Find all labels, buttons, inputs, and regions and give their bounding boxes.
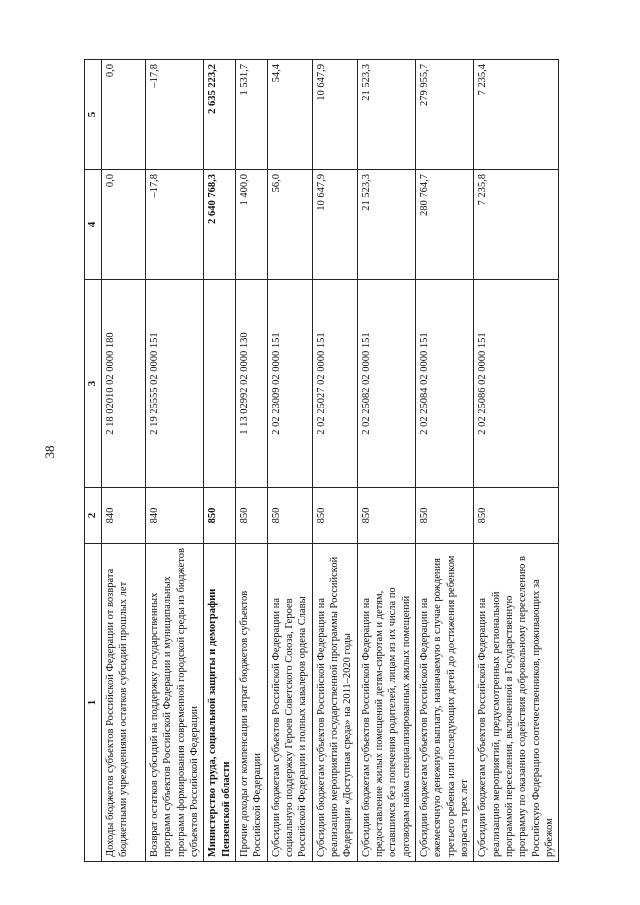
row-value-col4-cell: 7 235,8 — [474, 170, 559, 280]
row-admin-code-cell: 850 — [312, 488, 357, 544]
row-value-col5-cell: –17,8 — [146, 60, 204, 170]
table-row — [312, 60, 357, 862]
row-admin-code-cell: 850 — [235, 488, 267, 544]
table-row — [235, 60, 267, 862]
row-value-col5-cell: 1 531,7 — [235, 60, 267, 170]
row-value-col4-cell: 0,0 — [102, 170, 146, 280]
row-value-col4-cell: 280 764,7 — [415, 170, 473, 280]
table-row — [204, 60, 236, 862]
row-revenue-code-cell: 2 02 25084 02 0000 151 — [415, 280, 473, 488]
row-name-cell: Субсидии бюджетам субъектов Российской Федерации на ежемесячную денежную выплату, назначаемую в случае рождения третьего ребенка или последующих детей до достижения ребенком возраста трех лет — [415, 544, 473, 862]
row-revenue-code-cell: 2 19 25555 02 0000 151 — [146, 280, 204, 488]
row-revenue-code-cell: 2 02 25027 02 0000 151 — [312, 280, 357, 488]
table-row — [267, 60, 312, 862]
row-name-cell: Доходы бюджетов субъектов Российской Федерации от возврата бюджетными учреждениями остатков субсидий прошлых лет — [102, 544, 146, 862]
row-value-col5-cell: 2 635 223,2 — [204, 60, 236, 170]
revenue-table — [84, 59, 559, 862]
table-row — [357, 60, 415, 862]
row-revenue-code-cell: 2 02 25082 02 0000 151 — [357, 280, 415, 488]
row-name-cell: Субсидии бюджетам субъектов Российской Федерации на реализацию мероприятий, предусмотренных региональной программой переселения, включенной в Государственную программу по оказанию содействия добровольному переселению в Российскую Федерацию соотечественников, проживающих за рубежом — [474, 544, 559, 862]
header-col-1: 1 — [85, 544, 102, 862]
row-value-col4-cell: 2 640 768,3 — [204, 170, 236, 280]
row-admin-code-cell: 850 — [357, 488, 415, 544]
row-value-col5-cell: 54,4 — [267, 60, 312, 170]
row-value-col4-cell: 21 523,3 — [357, 170, 415, 280]
table-row — [474, 60, 559, 862]
row-admin-code-cell: 850 — [267, 488, 312, 544]
row-value-col5-cell: 7 235,4 — [474, 60, 559, 170]
row-value-col5-cell: 10 647,9 — [312, 60, 357, 170]
row-revenue-code-cell: 2 18 02010 02 0000 180 — [102, 280, 146, 488]
page-number: 38 — [42, 445, 57, 459]
header-col-5: 5 — [85, 60, 102, 170]
row-admin-code-cell: 850 — [415, 488, 473, 544]
row-name-cell: Субсидии бюджетам субъектов Российской Федерации на социальную поддержку Героев Советского Союза, Героев Российской Федерации и полных кавалеров ордена Славы — [267, 544, 312, 862]
row-admin-code-cell: 850 — [204, 488, 236, 544]
header-col-4: 4 — [85, 170, 102, 280]
row-value-col4-cell: –17,8 — [146, 170, 204, 280]
row-admin-code-cell: 850 — [474, 488, 559, 544]
row-name-cell: Субсидии бюджетам субъектов Российской Федерации на предоставление жилых помещений детям-сиротам и детям, оставшимся без попечения родителей, лицам из их числа по договорам найма специализированных жилых помещений — [357, 544, 415, 862]
row-name-cell: Возврат остатков субсидий на поддержку государственных программ субъектов Российской Федерации и муниципальных программ формирования современной городской среды из бюджетов субъектов Российской Федерации — [146, 544, 204, 862]
row-value-col4-cell: 1 400,0 — [235, 170, 267, 280]
row-value-col5-cell: 0,0 — [102, 60, 146, 170]
row-value-col5-cell: 279 955,7 — [415, 60, 473, 170]
row-value-col4-cell: 56,0 — [267, 170, 312, 280]
row-name-cell: Прочие доходы от компенсации затрат бюджетов субъектов Российской Федерации — [235, 544, 267, 862]
table-header-row — [85, 60, 102, 862]
row-revenue-code-cell — [204, 280, 236, 488]
rotated-table-area — [84, 60, 640, 857]
row-revenue-code-cell: 2 02 23009 02 0000 151 — [267, 280, 312, 488]
row-value-col4-cell: 10 647,9 — [312, 170, 357, 280]
row-value-col5-cell: 21 523,3 — [357, 60, 415, 170]
row-admin-code-cell: 840 — [146, 488, 204, 544]
header-col-3: 3 — [85, 280, 102, 488]
row-revenue-code-cell: 1 13 02992 02 0000 130 — [235, 280, 267, 488]
table-row — [146, 60, 204, 862]
row-admin-code-cell: 840 — [102, 488, 146, 544]
table-row — [415, 60, 473, 862]
table-row — [102, 60, 146, 862]
header-col-2: 2 — [85, 488, 102, 544]
row-revenue-code-cell: 2 02 25086 02 0000 151 — [474, 280, 559, 488]
row-name-cell: Министерство труда, социальной защиты и демографии Пензенской области — [204, 544, 236, 862]
row-name-cell: Субсидии бюджетам субъектов Российской Федерации на реализацию мероприятий государственной программы Российской Федерации «Доступная среда» на 2011–2020 годы — [312, 544, 357, 862]
